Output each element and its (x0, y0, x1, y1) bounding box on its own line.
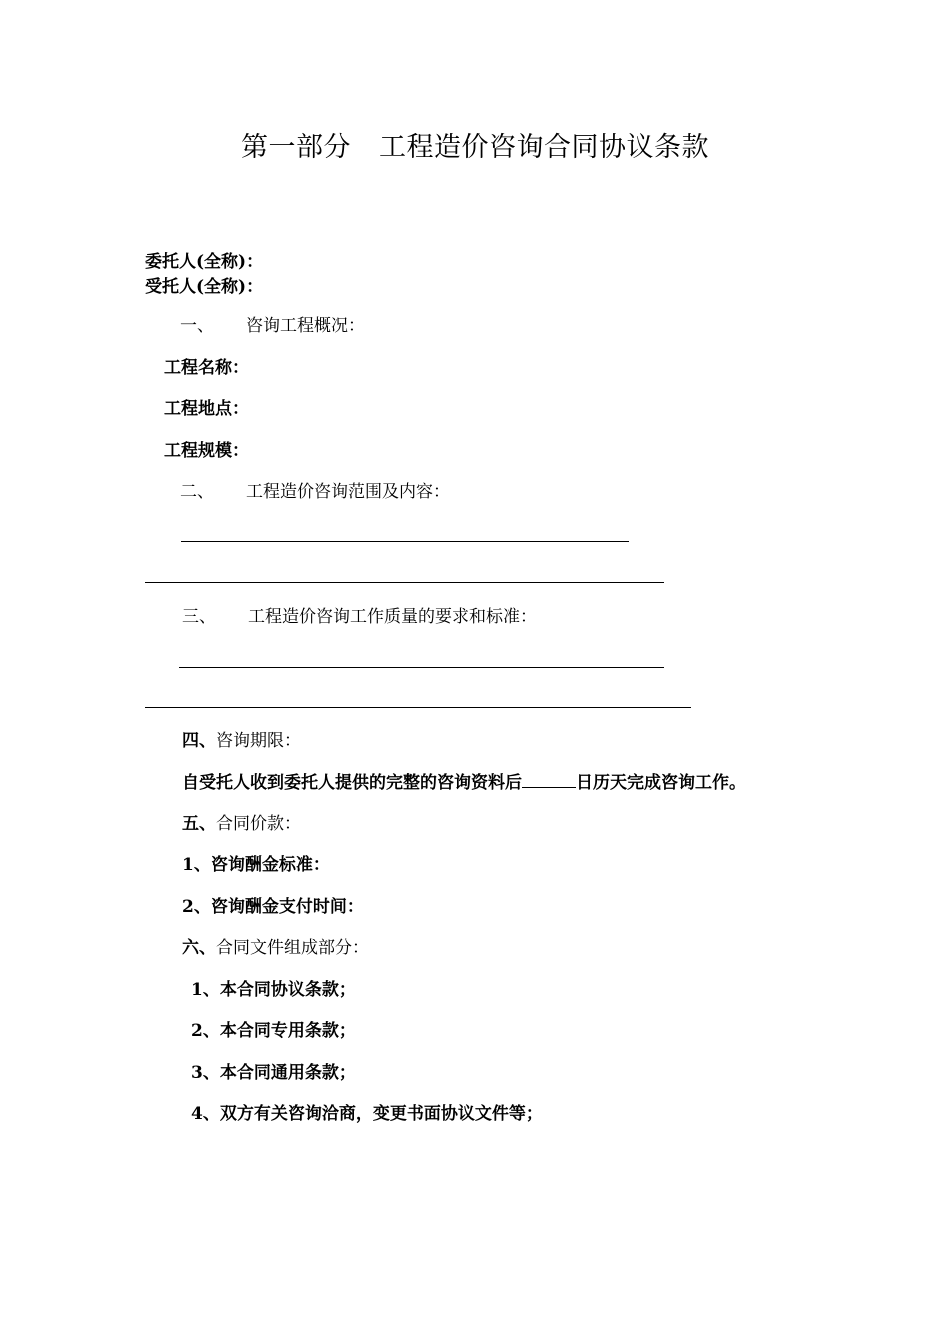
section-4-number: 四、 (182, 731, 216, 751)
period-text-before: 自受托人收到委托人提供的完整的咨询资料后 (182, 773, 522, 793)
period-days-blank (522, 771, 576, 788)
period-text (182, 771, 746, 794)
section-4-title: 咨询期限： (216, 731, 301, 751)
section-2-number: 二、 (180, 482, 214, 502)
section-1-title: 咨询工程概况： (246, 316, 365, 336)
section-2-heading (180, 481, 450, 503)
client-label: 委托人(全称)： (145, 252, 264, 272)
title-part: 第一部分 (241, 132, 351, 163)
section-2-title: 工程造价咨询范围及内容： (246, 482, 450, 502)
contract-doc-4: 4、双方有关咨询洽商，变更书面协议文件等； (191, 1104, 543, 1124)
section-4-heading (182, 730, 301, 752)
consultant-label: 受托人(全称)： (145, 277, 264, 297)
quality-blank-line-2 (145, 707, 691, 708)
fee-item-1: 1、咨询酬金标准： (182, 855, 330, 875)
fee-item-2: 2、咨询酬金支付时间： (182, 897, 364, 917)
section-1-number: 一、 (180, 316, 214, 336)
section-5-number: 五、 (182, 814, 216, 834)
section-6-number: 六、 (182, 938, 216, 958)
section-1-heading (180, 315, 365, 337)
section-3-heading (182, 606, 537, 628)
quality-blank-line-1 (179, 667, 664, 668)
section-6-heading (182, 937, 369, 959)
contract-doc-3: 3、本合同通用条款； (191, 1063, 356, 1083)
scope-blank-line-1 (181, 541, 629, 542)
title-main: 工程造价咨询合同协议条款 (379, 132, 709, 163)
project-location-label: 工程地点： (164, 399, 249, 419)
section-3-number: 三、 (182, 607, 216, 627)
scope-blank-line-2 (145, 582, 664, 583)
section-5-title: 合同价款： (216, 814, 301, 834)
section-3-title: 工程造价咨询工作质量的要求和标准： (248, 607, 537, 627)
section-5-heading (182, 813, 301, 835)
project-scale-label: 工程规模： (164, 441, 249, 461)
period-text-after: 日历天完成咨询工作。 (576, 773, 746, 793)
contract-doc-1: 1、本合同协议条款； (191, 980, 356, 1000)
project-name-label: 工程名称： (164, 358, 249, 378)
page-title (0, 130, 950, 166)
contract-doc-2: 2、本合同专用条款； (191, 1021, 356, 1041)
section-6-title: 合同文件组成部分： (216, 938, 369, 958)
